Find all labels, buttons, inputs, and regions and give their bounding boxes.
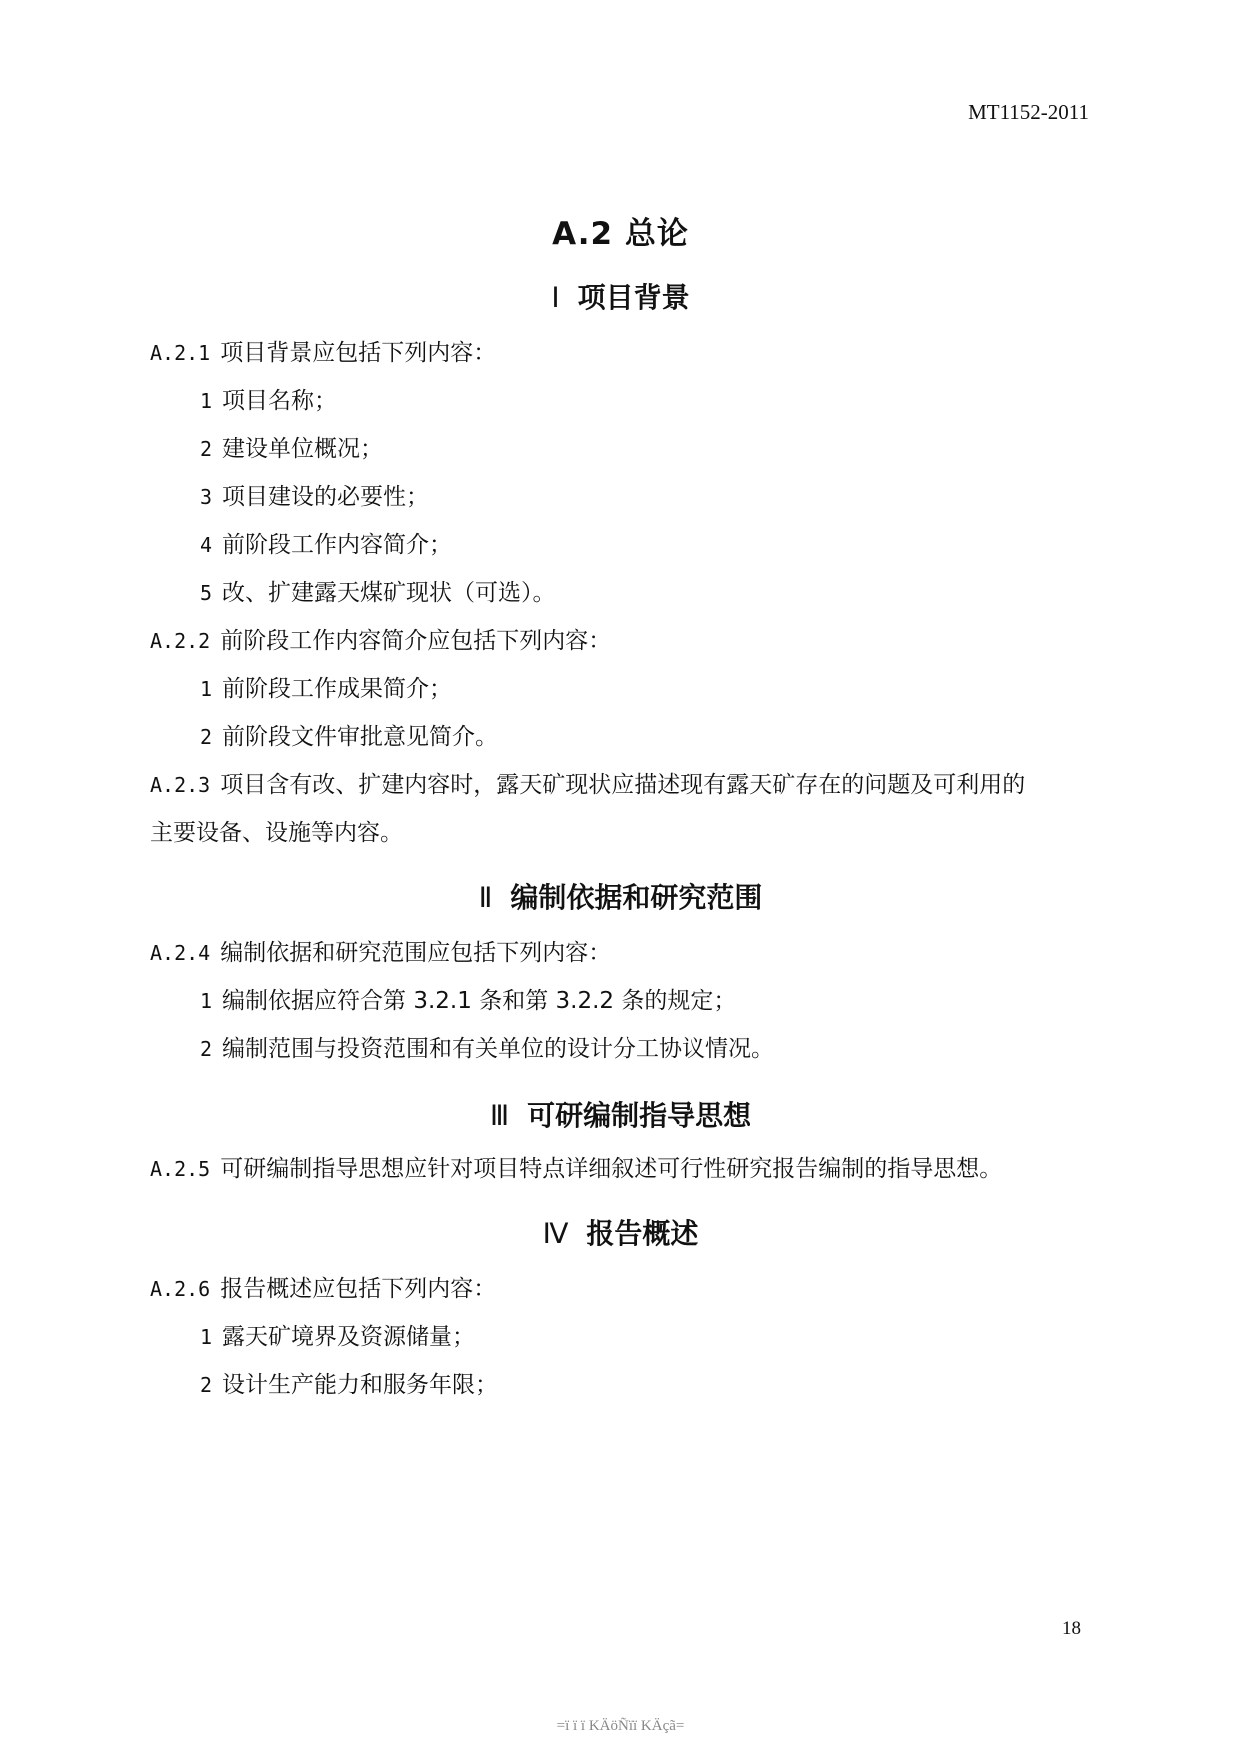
clause-number: A.2.3 [150, 773, 211, 797]
clause-text: 项目背景应包括下列内容： [220, 340, 497, 366]
clause-a24 [150, 926, 1090, 980]
clause-number: A.2.2 [150, 629, 211, 653]
clause-a23-continuation [150, 806, 1090, 860]
section-title: 可研编制指导思想 [527, 1099, 752, 1132]
item-number: 3 [200, 485, 213, 509]
list-item [200, 1022, 1140, 1076]
section-roman: Ⅲ [489, 1101, 510, 1132]
clause-a25 [150, 1142, 1090, 1196]
clause-number: A.2.5 [150, 1157, 211, 1181]
clause-a26 [150, 1262, 1090, 1316]
item-text: 建设单位概况； [222, 436, 384, 462]
clause-text: 编制依据和研究范围应包括下列内容： [220, 940, 612, 966]
item-number: 1 [200, 389, 213, 413]
item-text: 编制范围与投资范围和有关单位的设计分工协议情况。 [222, 1036, 775, 1062]
item-text: 项目建设的必要性； [222, 484, 430, 510]
clause-a22 [150, 614, 1090, 668]
section-roman: Ⅳ [542, 1219, 569, 1250]
item-number: 2 [200, 1037, 213, 1061]
list-item [200, 566, 1140, 620]
section-heading-1 [0, 276, 1241, 316]
clause-text: 项目含有改、扩建内容时，露天矿现状应描述现有露天矿存在的问题及可利用的 [220, 772, 1026, 798]
clause-a21 [150, 326, 1090, 380]
item-text: 露天矿境界及资源储量； [222, 1324, 476, 1350]
section-roman: Ⅰ [551, 283, 560, 314]
item-number: 1 [200, 989, 213, 1013]
item-text: 前阶段工作成果简介； [222, 676, 453, 702]
item-number: 1 [200, 677, 213, 701]
item-text: 前阶段文件审批意见简介。 [222, 724, 499, 750]
list-item [200, 422, 1140, 476]
section-title: 项目背景 [577, 281, 690, 314]
clause-text: 报告概述应包括下列内容： [220, 1276, 497, 1302]
item-number: 2 [200, 437, 213, 461]
item-text: 项目名称； [222, 388, 338, 414]
list-item [200, 710, 1140, 764]
list-item [200, 470, 1140, 524]
list-item [200, 518, 1140, 572]
list-item [200, 974, 1140, 1028]
clause-number: A.2.1 [150, 341, 211, 365]
item-number: 4 [200, 533, 213, 557]
item-text: 编制依据应符合第 3.2.1 条和第 3.2.2 条的规定； [222, 988, 737, 1014]
clause-number: A.2.6 [150, 1277, 211, 1301]
item-number: 5 [200, 581, 213, 605]
footer-watermark: =ï ï ï KÄöÑïï KÄçã= [556, 1718, 685, 1734]
standard-code: MT1152-2011 [968, 100, 1089, 124]
section-roman: Ⅱ [478, 883, 493, 914]
item-text: 前阶段工作内容简介； [222, 532, 453, 558]
section-heading-2 [0, 876, 1241, 916]
page-number: 18 [1062, 1618, 1081, 1639]
clause-text-continued: 主要设备、设施等内容。 [150, 820, 403, 846]
item-number: 2 [200, 1373, 213, 1397]
clause-text: 可研编制指导思想应针对项目特点详细叙述可行性研究报告编制的指导思想。 [220, 1156, 1003, 1182]
list-item [200, 1310, 1140, 1364]
clause-a23 [150, 758, 1090, 812]
item-text: 改、扩建露天煤矿现状（可选）。 [222, 580, 556, 606]
clause-text: 前阶段工作内容简介应包括下列内容： [220, 628, 612, 654]
clause-number: A.2.4 [150, 941, 211, 965]
list-item [200, 374, 1140, 428]
section-heading-4 [0, 1212, 1241, 1252]
section-title: 报告概述 [586, 1217, 699, 1250]
list-item [200, 662, 1140, 716]
chapter-title: A.2 总论 [552, 216, 689, 252]
section-heading-3 [0, 1094, 1241, 1134]
item-number: 1 [200, 1325, 213, 1349]
item-number: 2 [200, 725, 213, 749]
list-item [200, 1358, 1140, 1412]
item-text: 设计生产能力和服务年限； [222, 1372, 499, 1398]
section-title: 编制依据和研究范围 [510, 881, 763, 914]
